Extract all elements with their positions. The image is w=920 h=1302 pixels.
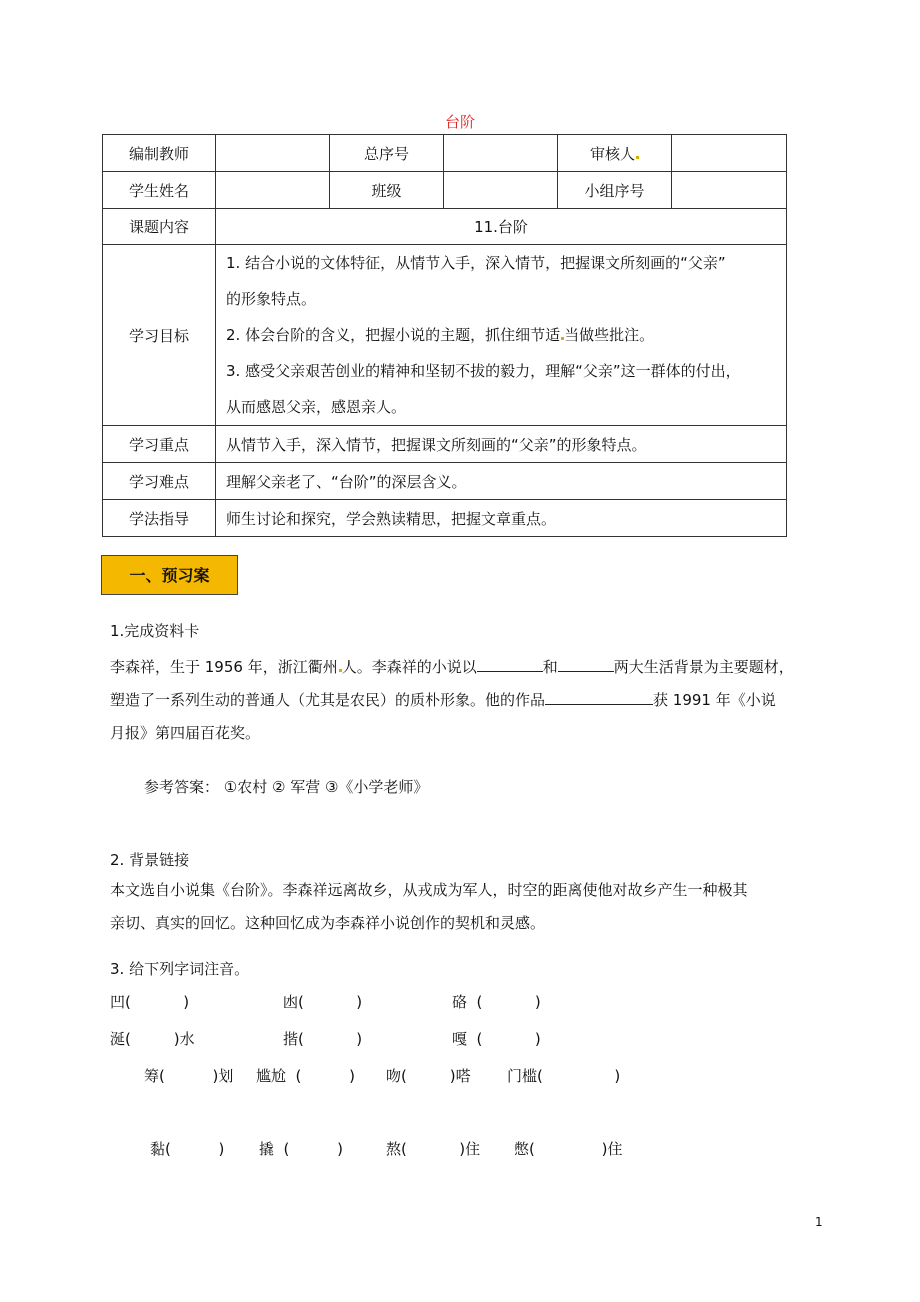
cell-empty [672,172,787,209]
pinyin-item: 筹( )划 [144,1067,234,1085]
q2-body [110,874,810,940]
cell-empty [444,135,558,172]
q2-line: 本文选自小说集《台阶》。李森祥远离故乡，从戎成为军人，时空的距离使他对故乡产生一种极其 [110,881,748,899]
blank-3[interactable] [545,690,653,705]
lesson-info-table [102,134,787,537]
pinyin-item: 撬 ( ) [259,1140,343,1158]
table-row [103,135,787,172]
q2-heading: 2. 背景链接 [110,851,190,869]
cell-label: 小组序号 [558,172,672,209]
cell-label: 学习难点 [103,463,216,500]
difficulty-value: 理解父亲老了、“台阶”的深层含义。 [216,463,787,500]
text: 塑造了一系列生动的普通人（尤其是农民）的质朴形象。他的作品 [110,691,546,709]
q1-heading: 1.完成资料卡 [110,622,200,640]
pinyin-item: 门槛( ) [507,1067,621,1085]
pinyin-item: 硌 ( ) [452,993,541,1011]
pinyin-item: 凹( ) [110,993,190,1011]
goal-line [226,317,776,353]
text: 人。李森祥的小说以 [341,658,477,676]
q1-line [110,651,810,684]
table-row [103,172,787,209]
blank-2[interactable] [558,657,614,672]
pinyin-item: 揩( ) [283,1030,363,1048]
highlight-dot [636,156,639,159]
goal-line: 1. 结合小说的文体特征，从情节入手，深入情节，把握课文所刻画的“父亲” [226,254,726,272]
cell-label: 班级 [330,172,444,209]
text: 和 [542,658,558,676]
goal-text: 当做些批注。 [564,326,655,344]
q1-line [110,684,810,717]
goal-line: 的形象特点。 [226,290,317,308]
pinyin-item: 憋( )住 [514,1140,623,1158]
table-row [103,426,787,463]
cell-empty [444,172,558,209]
goal-line: 3. 感受父亲艰苦创业的精神和坚韧不拔的毅力，理解“父亲”这一群体的付出， [226,362,741,380]
topic-value: 11.台阶 [216,209,787,245]
cell-empty [672,135,787,172]
goal-line: 从而感恩父亲，感恩亲人。 [226,398,407,416]
pinyin-item: 凼( ) [283,993,363,1011]
page-number: 1 [815,1215,823,1229]
key-point-value: 从情节入手，深入情节，把握课文所刻画的“父亲”的形象特点。 [216,426,787,463]
pinyin-item: 吻( )嗒 [386,1067,471,1085]
reviewer-label: 审核人 [589,144,635,163]
q1-answer: 参考答案： ①农村 ② 军营 ③《小学老师》 [144,778,429,796]
text: 获 1991 年《小说 [653,691,776,709]
table-row [103,463,787,500]
cell-label: 课题内容 [103,209,216,245]
pinyin-item: 熬( )住 [386,1140,481,1158]
cell-label: 学习目标 [103,245,216,426]
section-preview-tag: 一、预习案 [101,555,238,595]
goal-text: 2. 体会台阶的含义，把握小说的主题，抓住细节适 [226,326,561,344]
q2-line: 亲切、真实的回忆。这种回忆成为李森祥小说创作的契机和灵感。 [110,914,546,932]
pinyin-item: 黏( ) [150,1140,225,1158]
table-row [103,209,787,245]
table-row [103,500,787,537]
cell-empty [216,135,330,172]
method-value: 师生讨论和探究，学会熟读精思，把握文章重点。 [216,500,787,537]
document-title: 台阶 [444,113,475,131]
text: 李森祥，生于 1956 年，浙江衢州 [110,658,338,676]
learning-goals [216,245,787,426]
cell-label: 总序号 [330,135,444,172]
cell-label: 编制教师 [103,135,216,172]
q1-body [110,651,810,750]
blank-1[interactable] [477,657,543,672]
text: 两大生活背景为主要题材， [613,658,794,676]
pinyin-item: 尴尬 ( ) [256,1067,355,1085]
cell-label [558,135,672,172]
q1-line: 月报》第四届百花奖。 [110,724,261,742]
cell-label: 学法指导 [103,500,216,537]
table-row [103,245,787,426]
pinyin-item: 嘎 ( ) [452,1030,541,1048]
pinyin-item: 涎( )水 [110,1030,195,1048]
cell-empty [216,172,330,209]
q3-heading: 3. 给下列字词注音。 [110,960,250,978]
cell-label: 学生姓名 [103,172,216,209]
cell-label: 学习重点 [103,426,216,463]
